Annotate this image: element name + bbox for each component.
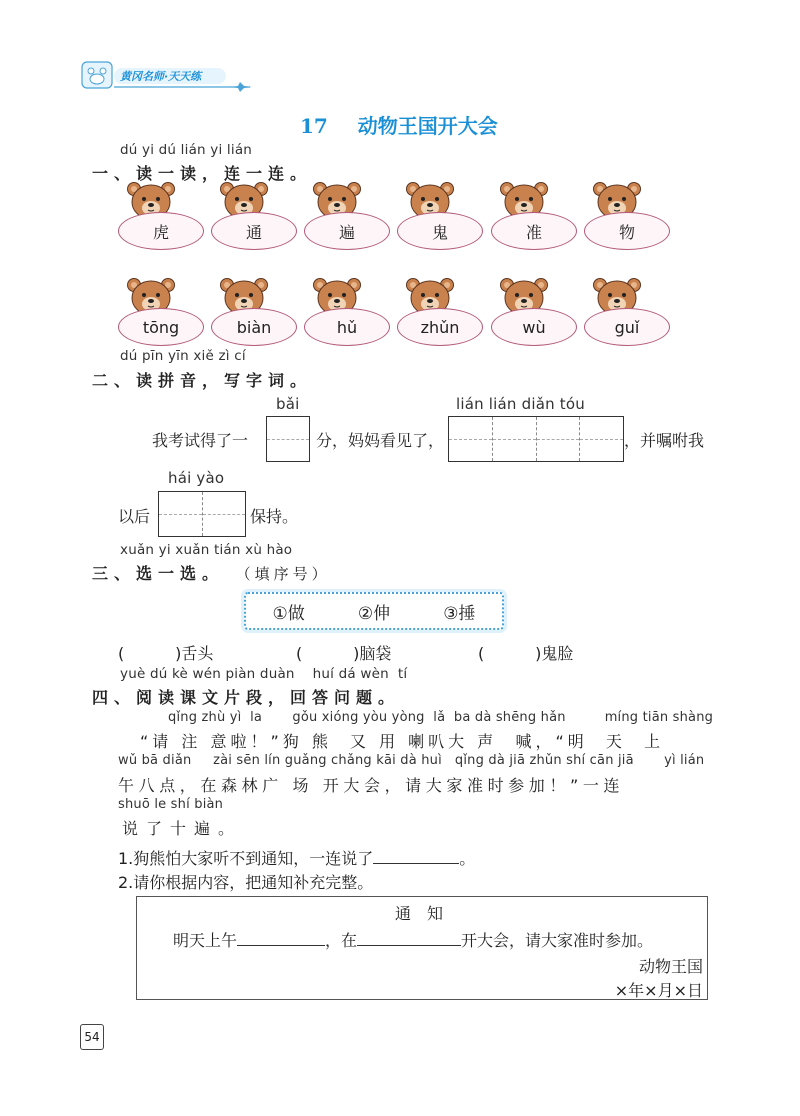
char-oval-6[interactable]: 物 — [584, 212, 670, 250]
answer-box-bai[interactable] — [266, 416, 310, 462]
pinyin-oval-6[interactable]: guǐ — [584, 308, 670, 346]
sentence-part-5: 保持。 — [250, 507, 299, 526]
passage-line1: “请 注 意啦！”狗 熊 又 用 喇叭大 声 喊，“明 天 上 — [140, 732, 665, 751]
passage-line1-pinyin: qǐng zhù yì la gǒu xióng yòu yòng lǎ ba dà shēng hǎn míng tiān shàng — [168, 710, 714, 725]
passage-line3-pinyin: shuō le shí biàn — [118, 797, 224, 812]
char-oval-4[interactable]: 鬼 — [397, 212, 483, 250]
fill-blank-1[interactable]: ( )舌头 — [118, 644, 214, 663]
lesson-number: 17 — [300, 114, 328, 138]
passage-line2-pinyin: wǔ bā diǎn zài sēn lín guǎng chǎng kāi dà huì qǐng dà jiā zhǔn shí cān jiā yì lián — [118, 753, 705, 768]
section2-heading: 二、读拼音，写字词。 — [92, 371, 313, 390]
logo-text: 黄冈名师·天天练 — [120, 70, 202, 83]
notice-body-a: 明天上午 — [173, 931, 238, 950]
notice-title: 通 知 — [395, 904, 444, 923]
section3-pinyin: xuǎn yi xuǎn tián xù hào — [120, 542, 293, 558]
question-1 — [118, 846, 475, 869]
sentence-part-4: 以后 — [118, 507, 151, 526]
lesson-title — [300, 110, 498, 139]
answer-box-lianlian[interactable] — [448, 416, 624, 462]
notice-date: ×年×月×日 — [614, 981, 703, 1000]
section3-heading — [92, 561, 331, 584]
sentence-part-3: ，并嘱咐我 — [624, 431, 705, 450]
section3-sub: （填序号） — [235, 565, 331, 583]
notice-blank-place[interactable] — [357, 945, 461, 946]
passage-line2: 午八点，在森林广 场 开大会，请大家准时参加！”一连 — [118, 776, 625, 795]
question-1-blank[interactable] — [373, 863, 459, 864]
pinyin-lianlian: lián lián diǎn tóu — [456, 395, 585, 413]
header-logo — [80, 58, 260, 92]
pinyin-oval-2[interactable]: biàn — [211, 308, 297, 346]
question-1-end: 。 — [459, 849, 476, 868]
notice-body-b: ，在 — [325, 931, 358, 950]
section2-pinyin: dú pīn yīn xiě zì cí — [120, 348, 246, 364]
fill-blank-3[interactable]: ( )鬼脸 — [478, 644, 574, 663]
sentence-part-2: 分，妈妈看见了， — [316, 431, 445, 450]
notice-body — [173, 928, 653, 951]
char-oval-1[interactable]: 虎 — [118, 212, 204, 250]
section1-heading: 一、读一读，连一连。 — [92, 164, 313, 183]
notice-signer: 动物王国 — [638, 957, 703, 976]
pinyin-bai: bǎi — [276, 395, 300, 413]
section3-title: 三、选一选。 — [92, 564, 225, 583]
section4-heading: 四、阅读课文片段，回答问题。 — [92, 688, 401, 707]
question-1-text: 1.狗熊怕大家听不到通知，一连说了 — [118, 849, 374, 868]
page-number: 54 — [80, 1024, 104, 1050]
choice-box — [244, 592, 504, 630]
pinyin-oval-3[interactable]: hǔ — [304, 308, 390, 346]
sentence-part-1: 我考试得了一 — [152, 431, 249, 450]
section4-pinyin: yuè dú kè wén piàn duàn huí dá wèn tí — [120, 666, 408, 682]
notice-body-c: 开大会，请大家准时参加。 — [461, 931, 654, 950]
notice-box — [136, 896, 708, 1000]
lesson-name: 动物王国开大会 — [357, 114, 498, 138]
char-oval-5[interactable]: 准 — [491, 212, 577, 250]
answer-box-haiyao[interactable] — [158, 491, 246, 537]
pinyin-oval-1[interactable]: tōng — [118, 308, 204, 346]
passage-line3: 说了十遍。 — [122, 819, 243, 838]
option-2: ②伸 — [357, 603, 391, 624]
pinyin-oval-4[interactable]: zhǔn — [397, 308, 483, 346]
char-oval-2[interactable]: 通 — [211, 212, 297, 250]
section1-pinyin: dú yi dú lián yi lián — [120, 142, 253, 158]
option-1: ①做 — [272, 603, 305, 624]
char-oval-3[interactable]: 遍 — [304, 212, 390, 250]
notice-blank-time[interactable] — [237, 945, 325, 946]
option-3: ③捶 — [443, 603, 476, 624]
question-2: 2.请你根据内容，把通知补充完整。 — [118, 873, 374, 892]
pinyin-haiyao: hái yào — [168, 469, 225, 487]
pinyin-oval-5[interactable]: wù — [491, 308, 577, 346]
fill-blank-2[interactable]: ( )脑袋 — [296, 644, 392, 663]
